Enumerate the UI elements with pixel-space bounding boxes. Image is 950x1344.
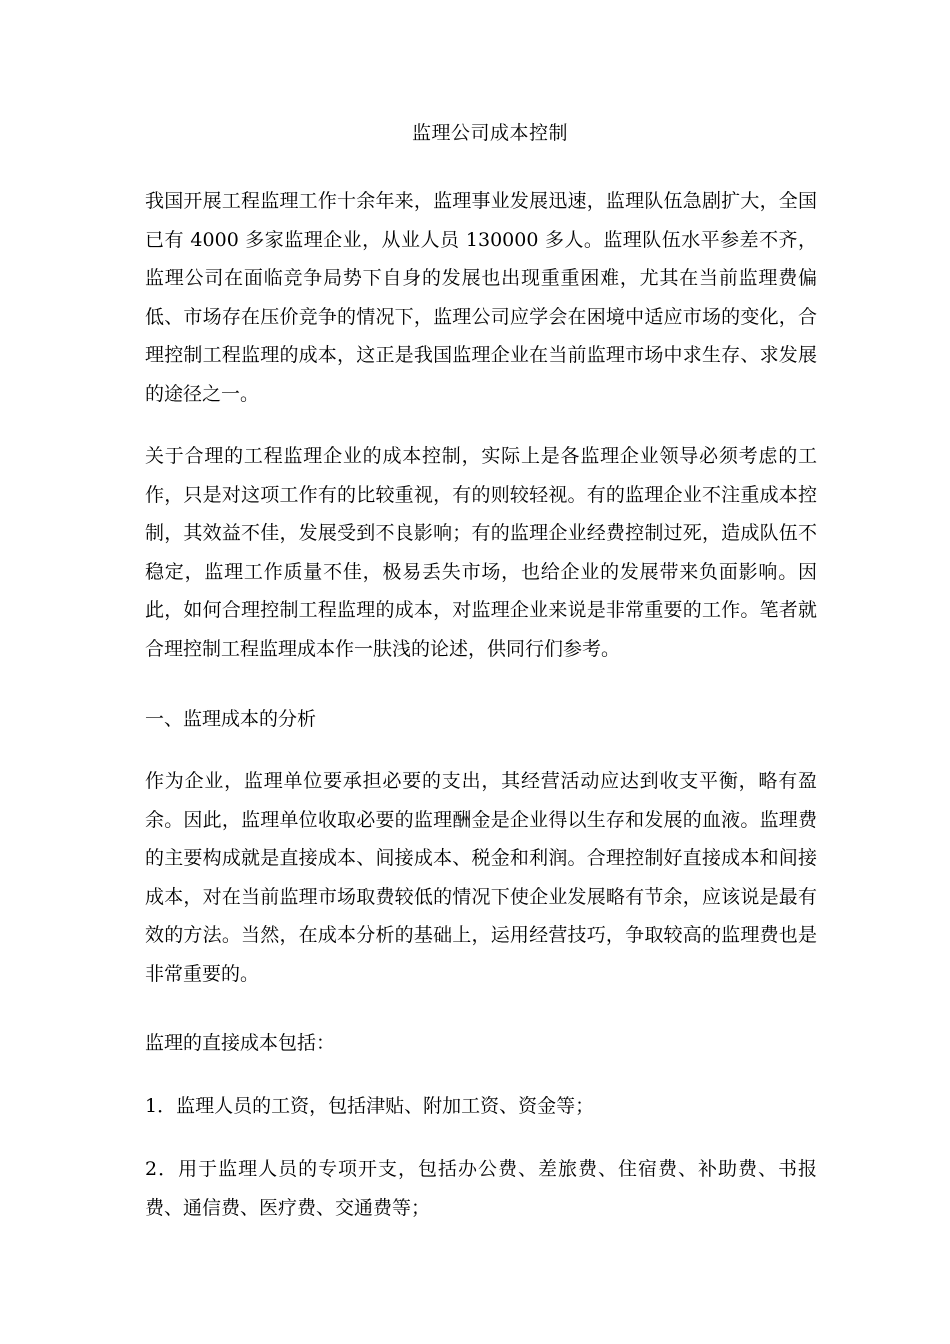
paragraph-cost-control: 关于合理的工程监理企业的成本控制，实际上是各监理企业领导必须考虑的工作，只是对这项工作有的比较重视，有的则较轻视。有的监理企业不注重成本控制，其效益不佳，发展受到不良影响；有的监理企业经费控制过死，造成队伍不稳定，监理工作质量不佳，极易丢失市场，也给企业的发展带来负面影响。因此，如何合理控制工程监理的成本，对监理企业来说是非常重要的工作。笔者就合理控制工程监理成本作一肤浅的论述，供同行们参考。	[145, 445, 817, 660]
paragraph-direct-cost-intro: 监理的直接成本包括：	[145, 1032, 336, 1054]
section-heading-cost-analysis: 一、监理成本的分析	[145, 708, 317, 730]
paragraph-cost-analysis: 作为企业，监理单位要承担必要的支出，其经营活动应达到收支平衡，略有盈余。因此，监理单位收取必要的监理酬金是企业得以生存和发展的血液。监理费的主要构成就是直接成本、间接成本、税金和利润。合理控制好直接成本和间接成本，对在当前监理市场取费较低的情况下使企业发展略有节余，应该说是最有效的方法。当然，在成本分析的基础上，运用经营技巧，争取较高的监理费也是非常重要的。	[145, 770, 817, 985]
list-item-2: 2．用于监理人员的专项开支，包括办公费、差旅费、住宿费、补助费、书报费、通信费、医疗费、交通费等；	[145, 1158, 817, 1219]
list-item-1: 1．监理人员的工资，包括津贴、附加工资、资金等；	[145, 1095, 595, 1117]
document-title: 监理公司成本控制	[411, 122, 568, 144]
paragraph-intro: 我国开展工程监理工作十余年来，监理事业发展迅速，监理队伍急剧扩大，全国已有 4000 多家监理企业，从业人员 130000 多人。监理队伍水平参差不齐，监理公司在面临竞争局势下自身的发展也出现重重困难，尤其在当前监理费偏低、市场存在压价竞争的情况下，监理公司应学会在困境中适应市场的变化，合理控制工程监理的成本，这正是我国监理企业在当前监理市场中求生存、求发展的途径之一。	[145, 190, 817, 405]
